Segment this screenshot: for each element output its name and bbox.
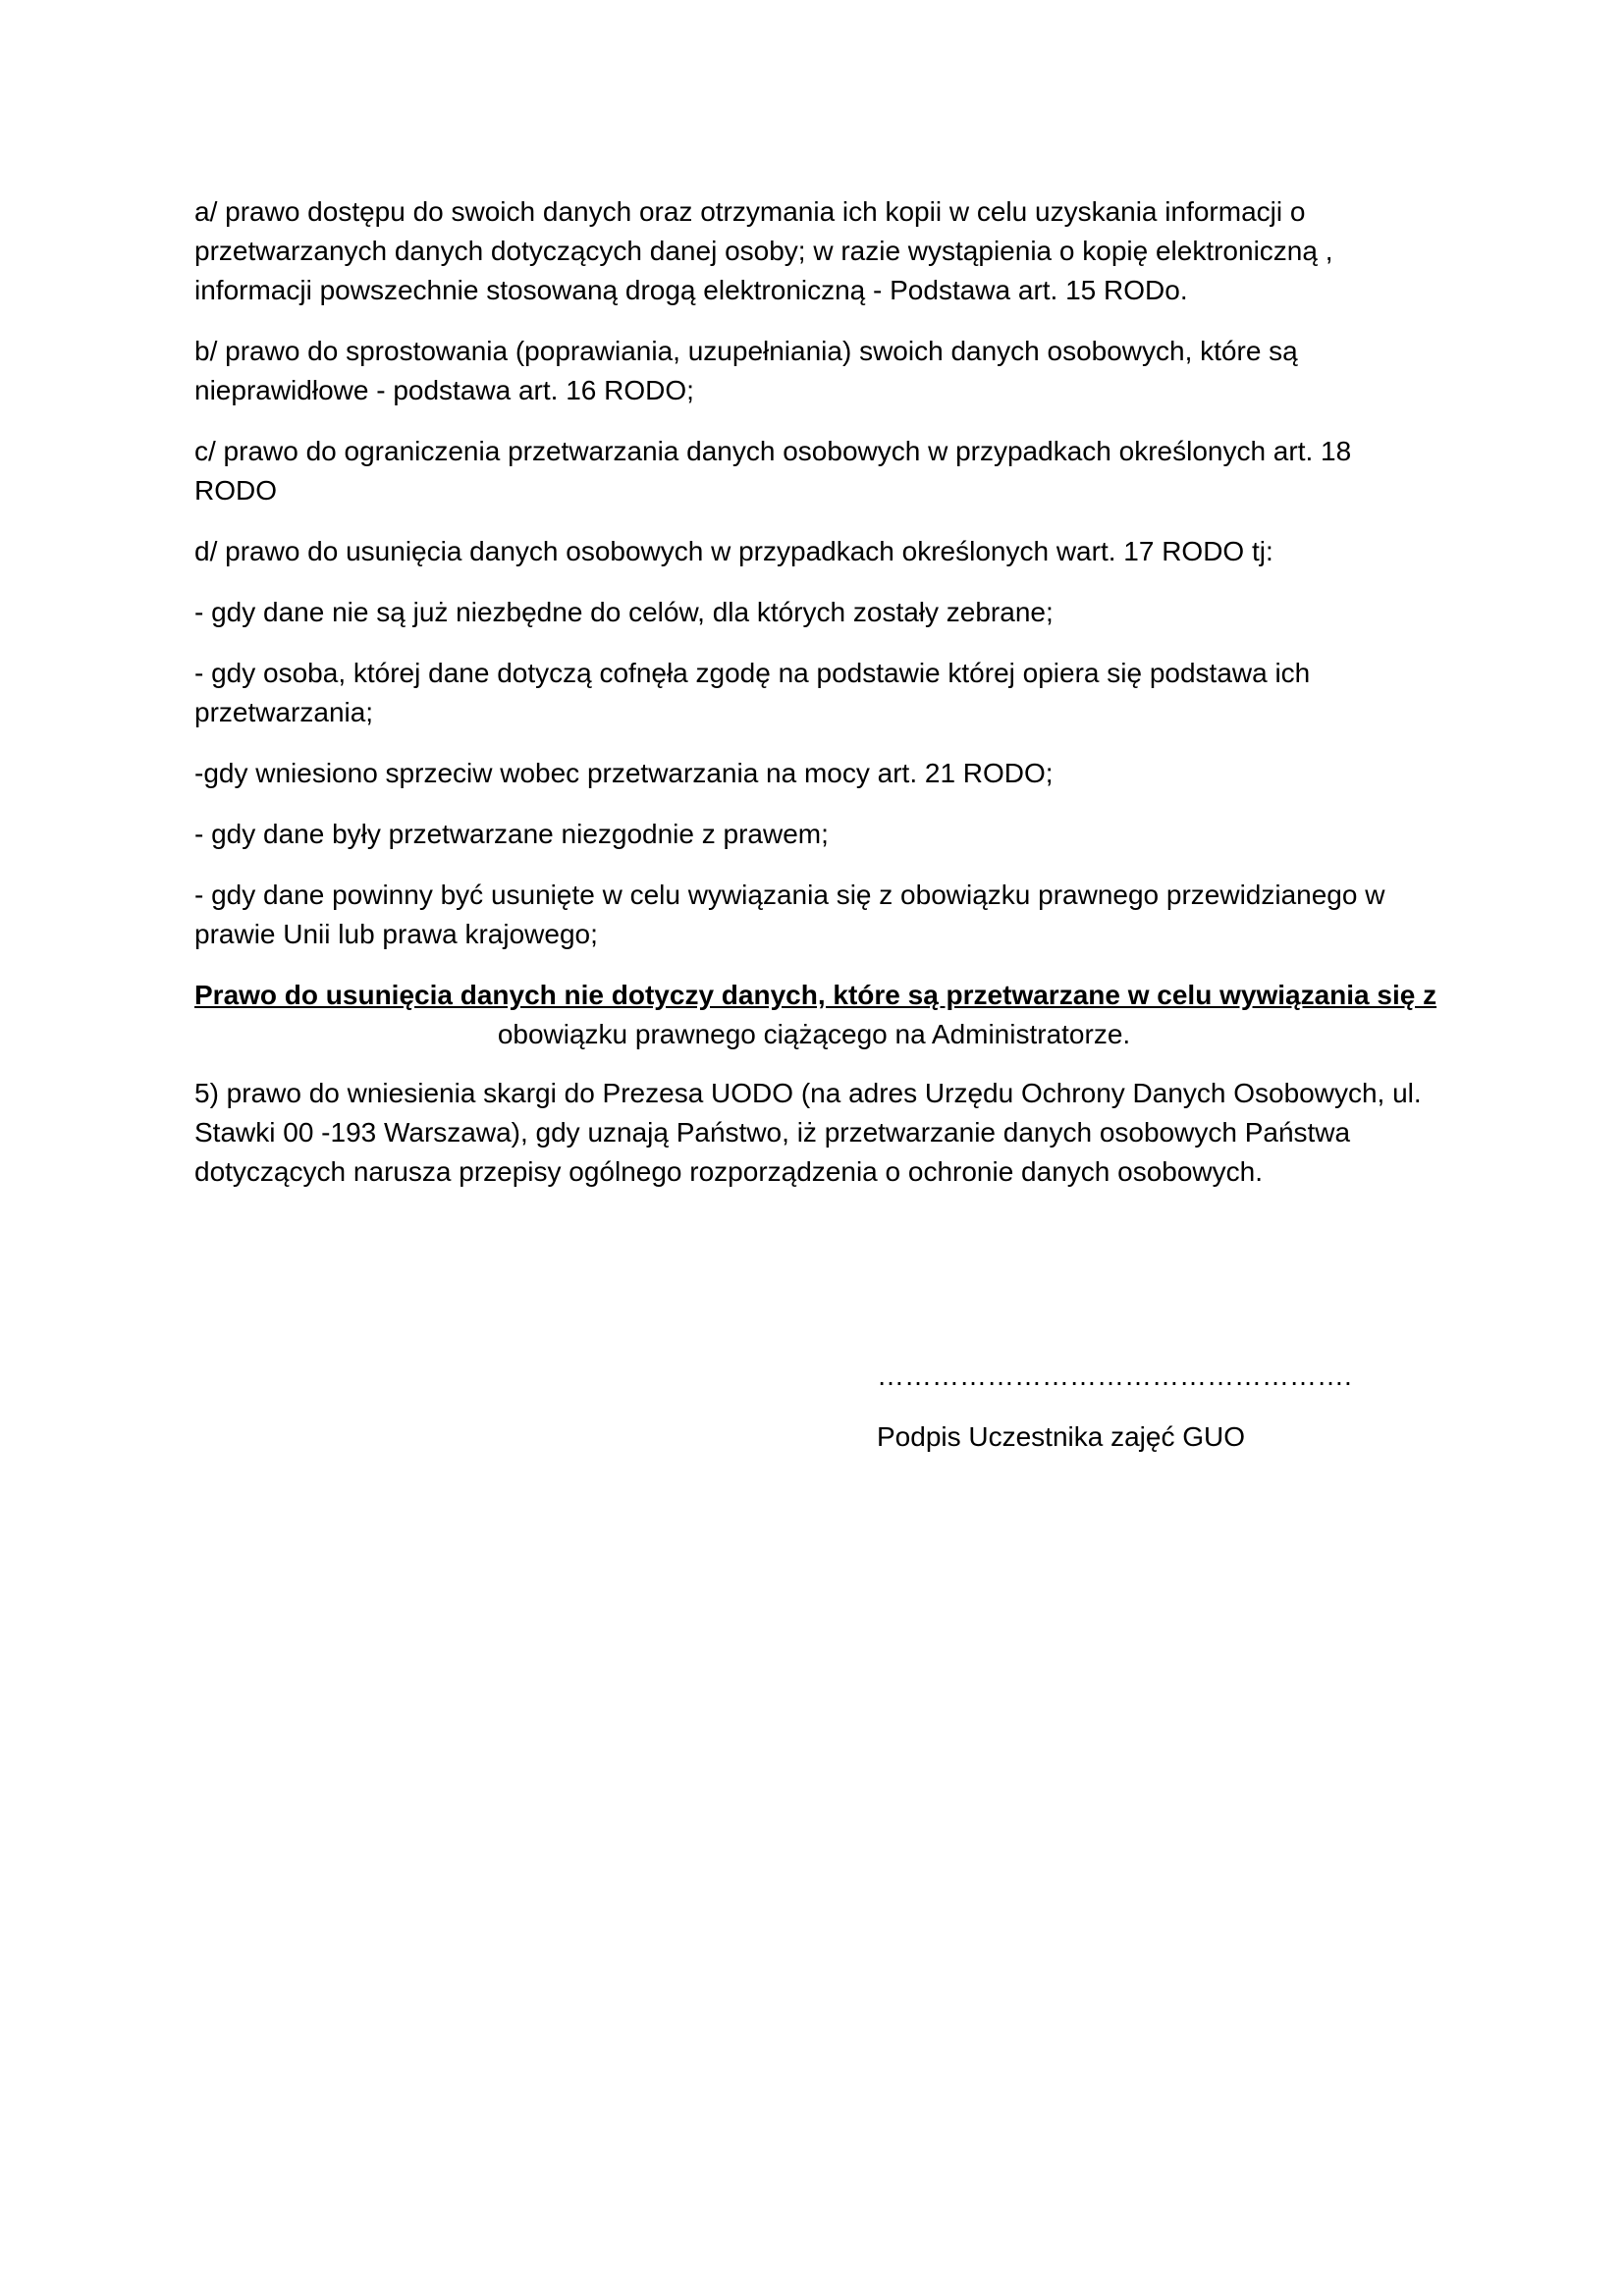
list-item-erasure-condition	[194, 654, 1434, 732]
notice-bold-line: Prawo do usunięcia danych nie dotyczy danych, które są przetwarzane w celu wywiązania się z	[194, 980, 1437, 1010]
text-line: d/ prawo do usunięcia danych osobowych w przypadkach określonych wart. 17 RODO tj:	[194, 536, 1273, 566]
text-line: c/ prawo do ograniczenia przetwarzania danych osobowych w przypadkach określonych art. 18	[194, 436, 1352, 466]
list-item-erasure-condition	[194, 815, 1434, 854]
paragraph-complaint-right	[194, 1074, 1434, 1192]
paragraph-access-right	[194, 192, 1434, 310]
notice-normal-line: obowiązku prawnego ciążącego na Administratorze.	[497, 1019, 1131, 1049]
text-line: - gdy osoba, której dane dotyczą cofnęła zgodę na podstawie której opiera się podstawa ich	[194, 658, 1311, 688]
text-line: 5) prawo do wniesienia skargi do Prezesa UODO (na adres Urzędu Ochrony Danych Osobowych, ul.	[194, 1078, 1422, 1108]
list-item-erasure-condition	[194, 593, 1434, 632]
signature-block	[877, 1357, 1352, 1457]
document-body	[194, 192, 1437, 1213]
text-line: b/ prawo do sprostowania (poprawiania, uzupełniania) swoich danych osobowych, które są	[194, 336, 1298, 366]
text-line: przetwarzania;	[194, 697, 374, 727]
erasure-exception-notice	[194, 976, 1437, 1054]
list-item-erasure-condition	[194, 876, 1434, 954]
text-line: - gdy dane powinny być usunięte w celu wywiązania się z obowiązku prawnego przewidzianego w	[194, 880, 1385, 910]
text-line: dotyczących narusza przepisy ogólnego rozporządzenia o ochronie danych osobowych.	[194, 1156, 1263, 1187]
signature-caption: Podpis Uczestnika zajęć GUO	[877, 1421, 1246, 1452]
signature-line: …………………………………………….	[877, 1361, 1352, 1391]
text-line: prawie Unii lub prawa krajowego;	[194, 919, 598, 949]
text-line: RODO	[194, 475, 277, 506]
paragraph-rectification-right	[194, 332, 1434, 410]
paragraph-erasure-right	[194, 532, 1434, 571]
text-line: przetwarzanych danych dotyczących danej osoby; w razie wystąpienia o kopię elektroniczną ,	[194, 236, 1333, 266]
text-line: nieprawidłowe - podstawa art. 16 RODO;	[194, 375, 694, 405]
text-line: informacji powszechnie stosowaną drogą elektroniczną - Podstawa art. 15 RODo.	[194, 275, 1188, 305]
text-line: - gdy dane nie są już niezbędne do celów, dla których zostały zebrane;	[194, 597, 1054, 627]
paragraph-restriction-right	[194, 432, 1434, 510]
text-line: Stawki 00 -193 Warszawa), gdy uznają Państwo, iż przetwarzanie danych osobowych Państwa	[194, 1117, 1351, 1148]
list-item-erasure-condition	[194, 754, 1434, 793]
text-line: -gdy wniesiono sprzeciw wobec przetwarzania na mocy art. 21 RODO;	[194, 758, 1054, 788]
text-line: - gdy dane były przetwarzane niezgodnie z prawem;	[194, 819, 829, 849]
text-line: a/ prawo dostępu do swoich danych oraz otrzymania ich kopii w celu uzyskania informacji o	[194, 196, 1306, 227]
